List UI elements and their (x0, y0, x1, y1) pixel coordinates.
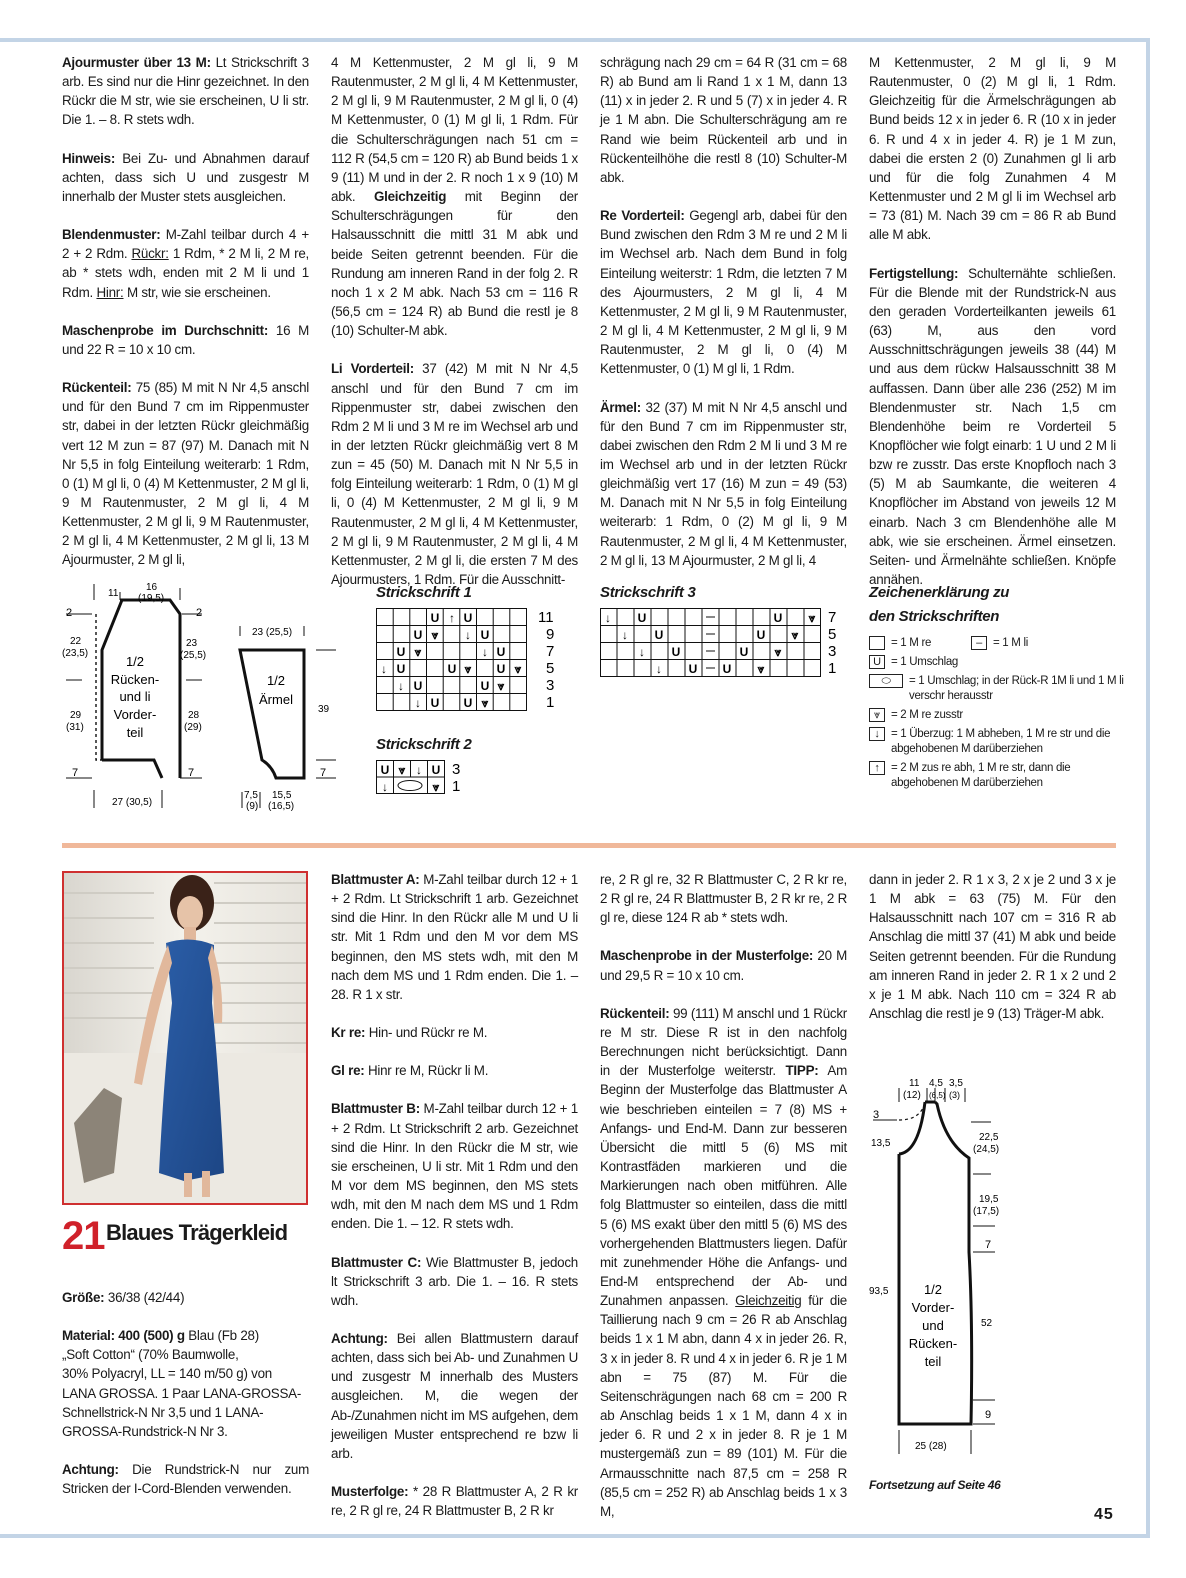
svg-text:(12): (12) (903, 1090, 921, 1101)
svg-text:13,5: 13,5 (871, 1138, 891, 1149)
svg-text:15,5: 15,5 (272, 790, 292, 801)
svg-text:U: U (756, 628, 766, 642)
svg-text:⩔: ⩔ (464, 662, 472, 676)
svg-text:⩔: ⩔ (757, 662, 765, 676)
schematic-aermel (232, 620, 336, 816)
svg-text:⩔: ⩔ (791, 628, 799, 642)
svg-text:7: 7 (828, 609, 837, 626)
svg-text:1/2: 1/2 (923, 1282, 943, 1297)
svg-text:⩔: ⩔ (808, 611, 816, 625)
svg-text:↓: ↓ (656, 662, 662, 676)
svg-text:U: U (496, 662, 506, 676)
svg-text:(6,5): (6,5) (929, 1091, 946, 1100)
svg-text:Ärmel: Ärmel (259, 692, 293, 707)
svg-text:23: 23 (186, 638, 198, 649)
svg-text:1/2: 1/2 (266, 673, 286, 688)
svg-text:U: U (396, 645, 406, 659)
continue-note: Fortsetzung auf Seite 46 (869, 1478, 1001, 1492)
strickschrift-3-grid (600, 608, 850, 678)
svg-text:U: U (396, 662, 406, 676)
svg-text:2: 2 (66, 607, 73, 619)
svg-text:5: 5 (546, 660, 555, 677)
svg-text:(25,5): (25,5) (180, 650, 207, 661)
svg-text:3,5: 3,5 (949, 1078, 963, 1089)
svg-text:⩔: ⩔ (414, 645, 422, 659)
svg-text:11: 11 (538, 609, 554, 626)
schematic-ruecken-vorderteil (62, 578, 222, 813)
hinweis-text: Bei Zu- und Abnahmen darauf achten, dass sich U und zusgestr M innerhalb der Muster stets ausgleichen. (62, 150, 309, 204)
svg-text:↓: ↓ (382, 780, 388, 794)
svg-text:⩔: ⩔ (432, 780, 440, 794)
schematic-kleid (869, 1074, 1019, 1466)
svg-text:7: 7 (320, 767, 327, 779)
svg-text:U: U (496, 645, 506, 659)
svg-text:23 (25,5): 23 (25,5) (252, 627, 293, 638)
svg-text:teil: teil (126, 725, 144, 740)
svg-text:U: U (688, 662, 698, 676)
strickschrift-3-title: Strickschrift 3 (600, 584, 696, 601)
svg-text:↓: ↓ (416, 763, 422, 777)
svg-text:U: U (463, 611, 473, 625)
strickschrift-1-grid (376, 608, 562, 712)
re-vorderteil-label: Re Vorderteil: (600, 208, 685, 224)
svg-text:28: 28 (188, 710, 200, 721)
hinweis-label: Hinweis: (62, 150, 116, 166)
legend-title-2: den Strickschriften (869, 608, 1000, 625)
svg-text:↓: ↓ (482, 645, 488, 659)
strickschrift-1-title: Strickschrift 1 (376, 584, 472, 601)
svg-text:(23,5): (23,5) (62, 648, 89, 659)
dress-photo (62, 871, 308, 1205)
ruecken-label: Rückenteil: (62, 380, 132, 396)
svg-text:3: 3 (828, 643, 837, 660)
pattern-number: 21 (62, 1214, 105, 1258)
svg-text:11: 11 (909, 1078, 920, 1089)
svg-text:↓: ↓ (415, 696, 421, 710)
svg-text:↓: ↓ (639, 645, 645, 659)
svg-text:U: U (722, 662, 732, 676)
strickschrift-2-grid (376, 760, 476, 796)
svg-text:7: 7 (546, 643, 555, 660)
ajour-text: Lt Strickschrift 3 arb. Es sind nur die Hinr gezeichnet. In den Rückr die M str, wie sie erscheinen, U li str. Die 1. – 8. R stets wdh. (62, 55, 309, 128)
svg-text:1: 1 (546, 694, 555, 711)
svg-text:9: 9 (985, 1409, 992, 1421)
svg-text:U: U (447, 662, 457, 676)
svg-text:7: 7 (72, 767, 79, 779)
svg-text:3: 3 (873, 1109, 880, 1121)
probe-label: Maschenprobe im Durchschnitt: (62, 322, 269, 338)
bottom-column-3: re, 2 R gl re, 32 R Blattmuster C, 2 R kr re, 2 R gl re, 24 R Blattmuster B, 2 R kr re, 2 R gl re, diese 124 R ab * stets wdh. Maschenprobe in der Musterfolge: 20 M und 29,5 R = 10 x 10 cm. Rückenteil: 99 (111) M anschl und 1 Rückr re M str. Diese R ist in den nachfolg Berechnungen nicht berücksichtigt. Dann in der Musterfolge weiterstr. TIPP: Am Beginn der Musterfolge das Blattmuster A wie beschrieben einteilen = 7 (8) MS + Anfangs- und End-M. Dann zur besseren Übersicht die mittl 5 (6) MS mit Kontrastfäden markieren und die Markierungen nach oben mitführen. Alle folg Blattmuster so einteilen, dass die mittl 5 (6) MS exakt über den mittl 5 (6) MS des vorhergehenden Blattmusters liegen. Dafür mit zunehmender Höhe die Anfangs- und End-M entsprechend der Ab- und Zunahmen anpassen. Gleichzeitig für die Taillierung nach 9 cm = 26 R ab Anschlag beids 1 x 1 M abn, dann 4 x in jeder 26. R, 3 x in jeder 8. R und 4 x in jeder 6. R je 1 M abn = 75 (87) M. Für die Seitenschrägungen nach 68 cm = 200 R ab Anschlag beids 1 x 1 M, dann 4 x in jeder 6. R und 2 x in jeder 8. R je 1 M mustergemäß zun = 89 (101) M. Für die Armausschnitte nach 87,5 cm = 258 R (85,5 cm = 252 R) ab Anschlag beids 1 x 3 M, (600, 872, 847, 1519)
svg-text:und: und (922, 1318, 944, 1333)
zusstr-icon: ⩔ (869, 708, 885, 722)
svg-text:1: 1 (452, 778, 461, 795)
svg-text:und li: und li (119, 689, 151, 704)
ueberzug-icon: ↓ (869, 727, 885, 741)
svg-text:93,5: 93,5 (869, 1286, 889, 1297)
svg-text:U: U (671, 645, 681, 659)
top-column-1: Ajourmuster über 13 M: Lt Strickschrift 3 arb. Es sind nur die Hinr gezeichnet. In den Rückr die M str, wie sie erscheinen, U li str. Die 1. – 8. R stets wdh. Hinweis: Bei Zu- und Abnahmen darauf achten, dass sich U und zusgestr M innerhalb der Muster stets ausgleichen. Blendenmuster: M-Zahl teilbar durch 4 + 2 + 2 Rdm. Rückr: 1 Rdm, * 2 M li, 2 M re, ab * stets wdh, enden mit 2 M li und 1 Rdm. Hinr: M str, wie sie erscheinen. Maschenprobe im Durchschnitt: 16 M und 22 R = 10 x 10 cm. Rückenteil: 75 (85) M mit N Nr 4,5 anschl und für den Bund 7 cm im Rippenmuster str, dabei in der letzten Rückr gleichmäßig vert 12 M zun = 87 (97) M. Danach mit N Nr 5,5 in folg Einteilung weiterarb: 1 Rdm, 0 (1) M gl li, 0 (4) M Kettenmuster, 2 M gl li, 9 M Rautenmuster, 2 M gl li, 4 M Kettenmuster, 2 M gl li, 9 M Rautenmuster, 2 M gl li, 4 M Kettenmuster, 2 M gl li, 13 M Ajourmuster, 2 M gl li, (62, 55, 309, 568)
svg-text:1: 1 (828, 660, 837, 677)
svg-text:↓: ↓ (398, 679, 404, 693)
svg-text:⩔: ⩔ (431, 628, 439, 642)
svg-text:(3): (3) (949, 1090, 960, 1100)
section-divider (62, 843, 1116, 848)
svg-text:↓: ↓ (622, 628, 628, 642)
svg-text:U: U (739, 645, 749, 659)
li-vorderteil-label: Li Vorderteil: (331, 361, 414, 377)
svg-text:5: 5 (828, 626, 837, 643)
svg-text:U: U (637, 611, 647, 625)
svg-text:U: U (773, 611, 783, 625)
svg-text:U: U (480, 679, 490, 693)
svg-text:Rücken-: Rücken- (908, 1336, 958, 1351)
svg-text:1/2: 1/2 (125, 654, 145, 669)
svg-text:3: 3 (452, 761, 461, 778)
legend-title-1: Zeichenerklärung zu (869, 584, 1010, 601)
svg-text:(24,5): (24,5) (973, 1144, 1000, 1155)
bottom-column-4: dann in jeder 2. R 1 x 3, 2 x je 2 und 3 x je 1 M abk = 63 (75) M. Für den Halsausschnitt nach 107 cm = 316 R ab Anschlag die mittl 37 (41) M abk und beide Seiten getrennt beenden. Für die Rundung am inneren Rand in jeder 2. R 1 x 2 und 2 x je 1 M abk. Nach 110 cm = 324 R ab Anschlag die restl je 9 (13) Träger-M abk. (869, 872, 1116, 1022)
svg-text:52: 52 (981, 1318, 993, 1329)
svg-text:39: 39 (318, 704, 330, 715)
fertigstellung-label: Fertigstellung: (869, 265, 959, 281)
svg-text:7,5: 7,5 (244, 790, 258, 801)
svg-text:U: U (430, 611, 440, 625)
top-column-2: 4 M Kettenmuster, 2 M gl li, 9 M Rautenmuster, 2 M gl li, 4 M Kettenmuster, 2 M gl li, 9 M Rautenmuster, 2 M gl li, 0 (4) M Kettenmuster, 0 (1) M gl li, 1 Rdm. Für die Schulterschrägungen nach 51 cm = 112 R (54,5 cm = 120 R) ab Bund beids 1 x 9 (11) M und in der 2. R noch 1 x 9 (10) M abk. Gleichzeitig mit Beginn der Schulterschrägungen für den Halsausschnitt die mittl 31 M abk und beide Seiten getrennt beenden. Für die Rundung am inneren Rand in der folg 2. R noch 1 x 2 M abk. Nach 53 cm = 116 R (56,5 cm = 124 R) ab Bund die restl je 8 (10) Schulter-M abk. Li Vorderteil: 37 (42) M mit N Nr 4,5 anschl und für den Bund 7 cm im Rippenmuster str, dabei zwischen den Rdm 2 M li und 3 M re im Wechsel arb und in der letzten Rückr gleichmäßig vert 8 M zun = 45 (50) M. Danach mit N Nr 5,5 in folg Einteilung weiterarb: 1 Rdm, 0 (1) M gl li, 0 (4) M Kettenmuster, 2 M gl li, 9 M Rautenmuster, 2 M gl li, 4 M Kettenmuster, 2 M gl li, 9 M Rautenmuster, 2 M gl li, 4 M Kettenmuster, 2 M gl li, die ersten 7 M des Ajourmusters, 1 Rdm. Für die Ausschnitt- (331, 55, 578, 588)
frame-right (1146, 38, 1150, 1538)
frame-top (0, 38, 1150, 42)
m-re-icon (869, 636, 885, 650)
svg-text:(19,5): (19,5) (138, 593, 165, 604)
svg-text:2: 2 (196, 607, 203, 619)
svg-text:U: U (480, 628, 490, 642)
svg-text:3: 3 (546, 677, 555, 694)
strickschrift-2-title: Strickschrift 2 (376, 736, 472, 753)
svg-text:U: U (463, 696, 473, 710)
umschlag-icon: U (869, 655, 885, 669)
svg-text:19,5: 19,5 (979, 1194, 999, 1205)
m-li-icon: – (971, 636, 987, 650)
svg-text:(31): (31) (66, 722, 84, 733)
svg-text:⩔: ⩔ (398, 763, 406, 777)
svg-text:7: 7 (985, 1239, 992, 1251)
top-column-3: schrägung nach 29 cm = 64 R (31 cm = 68 R) ab Bund am li Rand 1 x 1 M, dann 13 (11) x in jeder 2. R und 5 (7) x in jeder 4. R je 1 M abn. Die Schulterschrägung am re Rand wie beim Rückenteil arb und in Rückenteilhöhe die restl 8 (10) Schulter-M abk. Re Vorderteil: Gegengl arb, dabei für den Bund zwischen den Rdm 3 M re und 2 M li im Wechsel arb. Nach dem Bund in folg Einteilung weiterstr: 1 Rdm, die letzten 7 M des Ajourmusters, 2 M gl li, 4 M Kettenmuster, 2 M gl li, 9 M Rautenmuster, 2 M gl li, 4 M Kettenmuster, 2 M gl li, 9 M Rautenmuster, 2 M gl li, 0 (4) M Kettenmuster, 0 (1) M gl li, 1 Rdm. Ärmel: 32 (37) M mit N Nr 4,5 anschl und für den Bund 7 cm im Rippenmuster str, dabei zwischen den Rdm 2 M li und 3 M re im Wechsel arb und in der letzten Rückr gleichmäßig vert 17 (16) M zun = 49 (53) M. Danach mit N Nr 5,5 in folg Einteilung weiterarb: 1 Rdm, 0 (2) M gl li, 9 M Rautenmuster, 2 M gl li, 4 M Kettenmuster, 2 M gl li, 13 M Ajourmuster, 2 M gl li, 4 (600, 55, 847, 568)
svg-text:U: U (431, 763, 441, 777)
dim-11: 11 (108, 588, 119, 599)
svg-text:Vorder-: Vorder- (911, 1300, 955, 1315)
svg-text:⩔: ⩔ (514, 662, 522, 676)
svg-text:U: U (430, 696, 440, 710)
svg-text:4,5: 4,5 (929, 1078, 943, 1089)
svg-text:↓: ↓ (465, 628, 471, 642)
svg-text:U: U (413, 679, 423, 693)
svg-text:U: U (380, 763, 390, 777)
svg-text:29: 29 (70, 710, 82, 721)
svg-text:(16,5): (16,5) (268, 801, 295, 812)
svg-text:(9): (9) (246, 801, 259, 812)
pattern-title: Blaues Trägerkleid (106, 1220, 288, 1245)
top-column-4: M Kettenmuster, 2 M gl li, 9 M Rautenmuster, 0 (2) M gl li, 1 Rdm. Gleichzeitig für die Ärmelschrägungen ab Bund beids 12 x in jeder 6. R (10 x in jeder 6. R und 4 x in jeder 4. R) je 1 M zun, dabei die ersten 2 (0) Zunahmen gl li arb und für die folg Zunahmen 4 M Kettenmuster und 2 M gl li im Wechsel arb = 73 (81) M. Nach 39 cm = 86 R ab Bund alle M abk. Fertigstellung: Schulternähte schließen. Für die Blende mit der Rundstrick-N aus den geraden Vorderteilkanten jeweils 61 (63) M, aus den vord Ausschnittschrägungen jeweils 38 (44) M und aus dem rückw Halsausschnitt 38 M auffassen. Dann über alle 236 (252) M im Blendenmuster str. Nach 1,5 cm Blendenhöhe beim re Vorderteil 5 Knopflöcher wie folgt einarb: 1 U und 2 M li bzw re zusstr. Das erste Knopfloch nach 3 (5) M ab Saumkante, die weiteren 4 Knopflöcher im Abstand von jeweils 12 M einarb. Nach 3 cm Blendenhöhe alle M abk, wie sie erscheinen. Ärmel einsetzen. Seiten- und Ärmelnähte schließen. Knöpfe annähen. (869, 55, 1116, 588)
svg-text:(17,5): (17,5) (973, 1206, 1000, 1217)
svg-text:↓: ↓ (605, 611, 611, 625)
aermel-label: Ärmel: (600, 399, 641, 415)
svg-text:teil: teil (924, 1354, 942, 1369)
svg-text:U: U (413, 628, 423, 642)
page-number: 45 (1094, 1506, 1114, 1523)
svg-text:U: U (654, 628, 664, 642)
svg-text:⩔: ⩔ (481, 696, 489, 710)
svg-text:Vorder-: Vorder- (113, 707, 157, 722)
svg-text:7: 7 (188, 767, 195, 779)
svg-text:Rücken-: Rücken- (110, 672, 160, 687)
svg-text:(29): (29) (184, 722, 202, 733)
svg-text:22,5: 22,5 (979, 1132, 999, 1143)
zus-abh-icon: ↑ (869, 761, 885, 775)
svg-text:27 (30,5): 27 (30,5) (112, 797, 153, 808)
svg-text:25 (28): 25 (28) (915, 1441, 947, 1452)
ajour-label: Ajourmuster über 13 M: (62, 55, 211, 70)
svg-text:↓: ↓ (381, 662, 387, 676)
svg-text:⩔: ⩔ (497, 679, 505, 693)
umschlag-rueck-icon: ⬭ (869, 674, 903, 688)
legend: = 1 M re – = 1 M li U = 1 Umschlag ⬭ = 1 Umschlag; in der Rück-R 1M li und 1 M li verschr herausstr ⩔ = 2 M re zusstr ↓ = 1 Überzug: 1 M abheben, 1 M re str und die abgehobenen M darüberziehen ↑ = 2 M zus re abh, 1 M re str, dann die abgehobenen M darüberziehen (869, 636, 1129, 795)
dim-16: 16 (146, 582, 158, 593)
dress-photo-image (64, 873, 306, 1203)
svg-text:↑: ↑ (449, 611, 455, 625)
blenden-label: Blendenmuster: (62, 227, 161, 243)
bottom-column-2: Blattmuster A: M-Zahl teilbar durch 12 + 1 + 2 Rdm. Lt Strickschrift 1 arb. Gezeichnet sind die Hinr. In den Rückr alle M und U li str. Mit 1 Rdm und den M vor dem MS beginnen, den MS stets wdh, mit den M nach dem MS und 1 Rdm enden. Die 1. – 28. R 1 x str. Kr re: Hin- und Rückr re M. Gl re: Hinr re M, Rückr li M. Blattmuster B: M-Zahl teilbar durch 12 + 1 + 2 Rdm. Lt Strickschrift 2 arb. Gezeichnet sind die Hinr. In den Rückr die M str, wie sie erscheinen, U li str. Mit 1 Rdm und den M vor dem MS beginnen, den MS stets wdh, mit den M nach dem MS und 1 Rdm enden. Die 1. – 12. R stets wdh. Blattmuster C: Wie Blattmuster B, jedoch lt Strickschrift 3 arb. Die 1. – 16. R stets wdh. Achtung: Bei allen Blattmustern darauf achten, dass sich bei Ab- und Zunahmen U und zusgestr M innerhalb des Musters ausgleichen. M, die wegen der Ab-/Zunahmen nicht im MS aufgehen, dem jeweiligen Muster entsprechend re bzw li arb. Musterfolge: * 28 R Blattmuster A, 2 R kr re, 2 R gl re, 24 R Blattmuster B, 2 R kr (331, 872, 578, 1519)
bottom-column-1: Größe: 36/38 (42/44) Material: 400 (500) g Blau (Fb 28) „Soft Cotton“ (70% Baumwolle, 30% Polyacryl, LL = 140 m/50 g) von LANA GROSSA. 1 Paar LANA-GROSSA- Schnellstrick-N Nr 3,5 und 1 LANA- GROSSA-Rundstrick-N Nr 3. Achtung: Die Rundstrick-N nur zum Stricken der I-Cord-Blenden verwenden. (62, 1290, 309, 1497)
svg-text:9: 9 (546, 626, 555, 643)
svg-text:⩔: ⩔ (774, 645, 782, 659)
svg-text:22: 22 (70, 636, 82, 647)
